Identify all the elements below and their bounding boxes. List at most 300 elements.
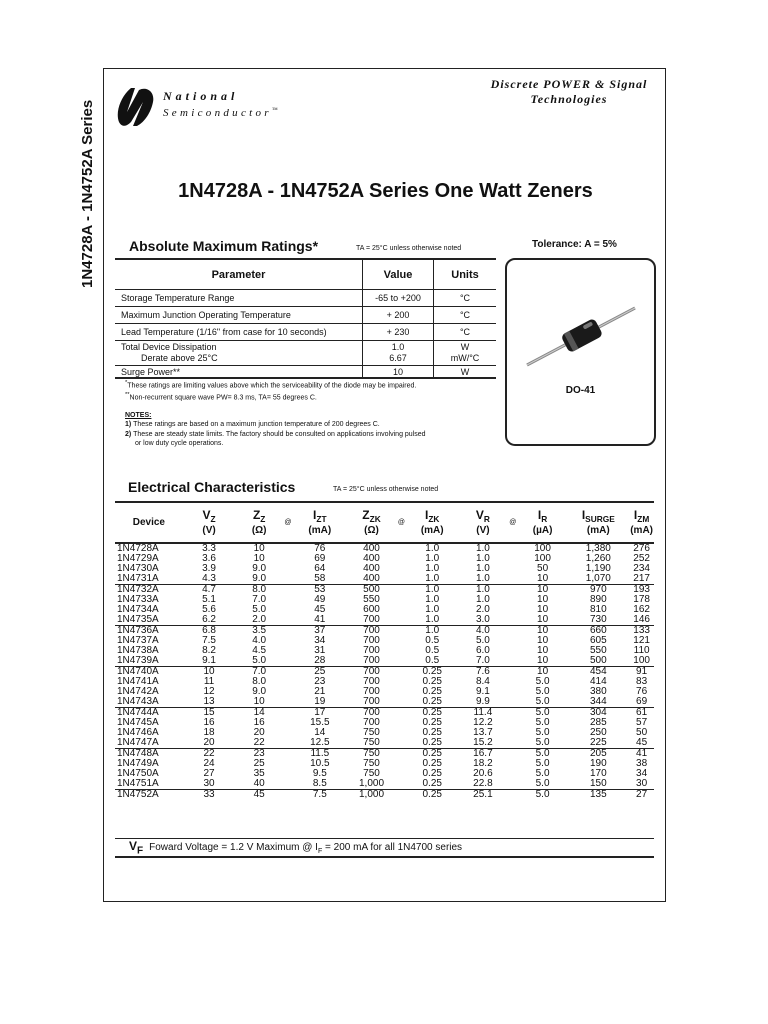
table-row [115, 543, 654, 554]
table-row [115, 574, 654, 585]
device-cell: 1N4748A [115, 749, 183, 760]
col-zzk: $Z_{ZK}$ (Ω) [347, 502, 397, 543]
value-cell: 22 [253, 737, 265, 748]
value-cell: 15.5 [310, 717, 330, 728]
col-zz: $Z_Z$ (Ω) [235, 502, 283, 543]
value-cell: 34 [636, 768, 648, 779]
device-cell: 1N4735A [117, 614, 159, 625]
value-cell: 5.0 [535, 717, 550, 728]
spacer-cell [283, 749, 293, 760]
value-cell: 5.0 [535, 727, 550, 738]
value-cell: 10 [518, 667, 568, 678]
value-cell: 10 [253, 696, 265, 707]
value-cell: 45 [314, 604, 326, 615]
value-cell: 25 [293, 667, 347, 678]
footnote-1: *These ratings are limiting values above which the serviceability of the diode may be impaired. [125, 380, 417, 390]
value-cell: 25.1 [458, 790, 508, 801]
value-cell: 162 [633, 604, 650, 615]
device-cell: 1N4746A [117, 727, 159, 738]
value-cell: 18.2 [473, 758, 493, 769]
value-cell: 1,190 [585, 563, 611, 574]
spacer-cell [396, 749, 406, 760]
at-symbol: @ [508, 502, 518, 543]
value-cell: 1.0 [425, 594, 440, 605]
value-cell: 27 [203, 768, 215, 779]
spacer-cell [283, 790, 293, 801]
value-cell: 700 [347, 667, 397, 678]
value-cell: 285 [589, 717, 607, 728]
table-row [115, 636, 654, 646]
col-izm: $I_{ZM}$ (mA) [629, 502, 654, 543]
value-cell: 10 [518, 585, 568, 596]
value-cell: 20.6 [473, 768, 493, 779]
value-cell: 0.25 [422, 778, 442, 789]
value-cell: 1,000 [347, 790, 397, 801]
spacer-cell [396, 554, 406, 564]
value-cell: 700 [363, 696, 380, 707]
col-device: Device [115, 502, 183, 543]
value-cell: 4.0 [458, 626, 508, 637]
value-cell: 6.2 [202, 614, 216, 625]
value-cell: 45 [636, 737, 648, 748]
value-cell: 1.0 [425, 543, 440, 554]
value-cell: 4.5 [252, 645, 267, 656]
value-cell: 69 [314, 553, 326, 564]
value-cell: 5.0 [535, 778, 550, 789]
value-cell: 100 [534, 543, 551, 554]
value-cell: 12 [203, 686, 215, 697]
device-cell: 1N4750A [117, 768, 159, 779]
value-cell: 64 [314, 563, 326, 574]
value-cell: 53 [293, 585, 347, 596]
notes-heading: NOTES: [125, 412, 152, 419]
value-cell: 7.0 [235, 667, 283, 678]
value-cell: 38 [636, 758, 648, 769]
value-cell: 10 [537, 645, 549, 656]
spacer-cell [508, 728, 518, 738]
table-row [115, 708, 654, 719]
value-cell: 700 [363, 635, 380, 646]
value-cell: 7.0 [252, 594, 267, 605]
spacer-cell [396, 728, 406, 738]
value-cell: 0.25 [422, 737, 442, 748]
spacer-cell [396, 605, 406, 615]
value-cell: 13.7 [473, 727, 493, 738]
spacer-cell [283, 636, 293, 646]
value-cell: 20 [253, 727, 265, 738]
spacer-cell [508, 697, 518, 708]
value-cell: 50 [636, 727, 648, 738]
value-cell: 110 [633, 645, 650, 656]
col-izk: $I_{ZK}$ (mA) [406, 502, 458, 543]
value-cell: 0.25 [406, 667, 458, 678]
spacer-cell [396, 595, 406, 605]
electrical-table [115, 501, 654, 800]
spacer-cell [283, 554, 293, 564]
value-cell: 700 [347, 708, 397, 719]
table-row [115, 646, 654, 656]
table-row [115, 759, 654, 769]
value-cell: 45 [235, 790, 283, 801]
device-cell: 1N4731A [117, 573, 159, 584]
table-row: Maximum Junction Operating Temperature + 200 °C [115, 307, 496, 324]
tagline: Discrete POWER & Signal Technologies [490, 77, 648, 106]
value-cell: 12.5 [310, 737, 330, 748]
table-row [115, 779, 654, 790]
value-cell: 700 [347, 626, 397, 637]
value-cell: 10 [537, 655, 549, 666]
value-cell: 33 [183, 790, 236, 801]
value-cell: 50 [537, 563, 549, 574]
value-cell: 1.0 [425, 553, 440, 564]
value-cell: 10 [183, 667, 236, 678]
value-cell: 0.25 [422, 686, 442, 697]
value-cell: 91 [629, 667, 654, 678]
value-cell: 5.0 [518, 749, 568, 760]
value-cell: 0.25 [422, 758, 442, 769]
value-cell: 750 [347, 749, 397, 760]
value-cell: 9.1 [475, 686, 490, 697]
value-cell: 1.0 [406, 585, 458, 596]
spacer-cell [283, 615, 293, 626]
value-cell: 10 [253, 553, 265, 564]
value-cell: 225 [589, 737, 607, 748]
spacer-cell [396, 626, 406, 637]
value-cell: 5.0 [252, 604, 267, 615]
national-semiconductor-logo-icon [113, 82, 158, 130]
spacer-cell [508, 646, 518, 656]
spacer-cell [283, 574, 293, 585]
spacer-cell [508, 790, 518, 801]
spacer-cell [508, 677, 518, 687]
spacer-cell [508, 718, 518, 728]
value-cell: 1.0 [425, 614, 440, 625]
forward-voltage-note: $V_F$ Foward Voltage = 1.2 V Maximum @ $I_F = 200$ mA for all 1N4700 series [115, 838, 654, 858]
value-cell: 0.5 [425, 655, 440, 666]
device-cell: 1N4745A [117, 717, 159, 728]
spacer-cell [283, 667, 293, 678]
spacer-cell [508, 636, 518, 646]
value-cell: 400 [363, 553, 380, 564]
spacer-cell [508, 749, 518, 760]
spacer-cell [396, 708, 406, 719]
value-cell: 35 [253, 768, 265, 779]
value-cell: 1.0 [425, 563, 440, 574]
spacer-cell [396, 564, 406, 574]
value-cell: 8.0 [252, 676, 267, 687]
value-cell: 22.8 [473, 778, 493, 789]
device-cell: 1N4742A [117, 686, 159, 697]
value-cell: 5.0 [475, 635, 490, 646]
value-cell: 1.0 [458, 585, 508, 596]
spacer-cell [396, 543, 406, 554]
value-cell: 11.4 [458, 708, 508, 719]
value-cell: 5.0 [535, 758, 550, 769]
spacer-cell [508, 779, 518, 790]
spacer-cell [508, 738, 518, 749]
table-row [115, 728, 654, 738]
value-cell: 1,000 [359, 778, 385, 789]
value-cell: 380 [589, 686, 607, 697]
spacer-cell [283, 564, 293, 574]
value-cell: 0.25 [422, 768, 442, 779]
value-cell: 5.0 [535, 737, 550, 748]
value-cell: 11 [203, 676, 215, 687]
device-cell: 1N4739A [117, 655, 159, 666]
value-cell: 49 [314, 594, 326, 605]
spacer-cell [396, 759, 406, 769]
value-cell: 454 [567, 667, 629, 678]
col-parameter: Parameter [115, 259, 363, 290]
value-cell: 400 [363, 543, 380, 554]
value-cell: 500 [589, 655, 607, 666]
device-cell: 1N4728A [117, 543, 159, 554]
value-cell: 700 [363, 655, 380, 666]
value-cell: 750 [363, 768, 380, 779]
value-cell: 9.5 [312, 768, 327, 779]
spacer-cell [508, 615, 518, 626]
table-row [115, 687, 654, 697]
value-cell: 0.25 [422, 717, 442, 728]
value-cell: 1.0 [475, 563, 490, 574]
table-row [115, 667, 654, 678]
spacer-cell [396, 646, 406, 656]
value-cell: 170 [589, 768, 607, 779]
value-cell: 10 [537, 614, 549, 625]
value-cell: 23 [314, 676, 326, 687]
device-cell: 1N4733A [117, 594, 159, 605]
value-cell: 69 [636, 696, 648, 707]
spacer-cell [283, 708, 293, 719]
table-row [115, 769, 654, 779]
spacer-cell [508, 554, 518, 564]
spacer-cell [396, 574, 406, 585]
value-cell: 5.0 [535, 696, 550, 707]
value-cell: 21 [314, 686, 326, 697]
spacer-cell [396, 656, 406, 667]
table-row [115, 656, 654, 667]
value-cell: 17 [293, 708, 347, 719]
value-cell: 18 [203, 727, 215, 738]
spacer-cell [396, 769, 406, 779]
value-cell: 13 [203, 696, 215, 707]
value-cell: 750 [363, 727, 380, 738]
brand-name: National Semiconductor™ [163, 89, 278, 119]
value-cell: 7.6 [458, 667, 508, 678]
value-cell: 605 [589, 635, 607, 646]
value-cell: 34 [314, 635, 326, 646]
value-cell: 700 [363, 614, 380, 625]
spacer-cell [283, 677, 293, 687]
value-cell: 76 [636, 686, 648, 697]
col-ir: $I_R$ (µA) [518, 502, 568, 543]
value-cell: 27 [629, 790, 654, 801]
value-cell: 2.0 [475, 604, 490, 615]
spacer-cell [283, 697, 293, 708]
value-cell: 7.5 [293, 790, 347, 801]
value-cell: 10 [253, 543, 265, 554]
value-cell: 0.25 [406, 708, 458, 719]
value-cell: 1.0 [475, 553, 490, 564]
spacer-cell [283, 759, 293, 769]
value-cell: 0.25 [422, 696, 442, 707]
table-row [115, 749, 654, 760]
value-cell: 11.5 [293, 749, 347, 760]
value-cell: 190 [589, 758, 607, 769]
value-cell: 730 [589, 614, 607, 625]
value-cell: 3.3 [202, 543, 216, 554]
value-cell: 344 [589, 696, 607, 707]
value-cell: 205 [567, 749, 629, 760]
value-cell: 1,260 [585, 553, 611, 564]
note-2: 2) These are steady state limits. The factory should be consulted on applications involving pulsed or low duty cycle operations. [125, 431, 426, 447]
table-row [115, 626, 654, 637]
value-cell: 4.3 [202, 573, 216, 584]
device-cell: 1N4752A [115, 790, 183, 801]
value-cell: 16.7 [458, 749, 508, 760]
value-cell: 30 [203, 778, 215, 789]
value-cell: 76 [314, 543, 326, 554]
spacer-cell [508, 564, 518, 574]
package-box [505, 258, 656, 446]
value-cell: 1.0 [475, 543, 490, 554]
col-value: Value [363, 259, 434, 290]
value-cell: 25 [253, 758, 265, 769]
value-cell: 0.25 [422, 676, 442, 687]
value-cell: 193 [629, 585, 654, 596]
at-symbol: @ [396, 502, 406, 543]
value-cell: 6.0 [475, 645, 490, 656]
value-cell: 150 [589, 778, 607, 789]
device-cell: 1N4747A [117, 737, 159, 748]
value-cell: 12.2 [473, 717, 493, 728]
value-cell: 8.2 [202, 645, 216, 656]
spacer-cell [508, 543, 518, 554]
col-units: Units [434, 259, 497, 290]
device-cell: 1N4741A [117, 676, 159, 687]
value-cell: 5.0 [535, 686, 550, 697]
value-cell: 5.0 [518, 790, 568, 801]
spacer-cell [396, 718, 406, 728]
col-vz: $V_Z$ (V) [183, 502, 236, 543]
device-cell: 1N4736A [115, 626, 183, 637]
abs-max-heading: Absolute Maximum Ratings* [129, 238, 319, 254]
spacer-cell [396, 779, 406, 790]
value-cell: 5.0 [535, 768, 550, 779]
device-cell: 1N4740A [115, 667, 183, 678]
spacer-cell [283, 779, 293, 790]
table-row [115, 595, 654, 605]
col-izt: $I_{ZT}$ (mA) [293, 502, 347, 543]
value-cell: 5.0 [535, 676, 550, 687]
value-cell: 217 [633, 573, 650, 584]
value-cell: 600 [363, 604, 380, 615]
spacer-cell [283, 626, 293, 637]
value-cell: 1.0 [475, 594, 490, 605]
page-title: 1N4728A - 1N4752A Series One Watt Zeners [178, 180, 593, 202]
spacer-cell [396, 585, 406, 596]
table-row [115, 605, 654, 615]
value-cell: 5.0 [252, 655, 267, 666]
value-cell: 31 [314, 645, 326, 656]
value-cell: 3.5 [235, 626, 283, 637]
spacer-cell [283, 543, 293, 554]
value-cell: 23 [235, 749, 283, 760]
value-cell: 20 [203, 737, 215, 748]
value-cell: 1.0 [425, 604, 440, 615]
spacer-cell [283, 656, 293, 667]
value-cell: 304 [567, 708, 629, 719]
value-cell: 0.25 [406, 749, 458, 760]
table-row: Total Device Dissipation Derate above 25°C 1.0 6.67 W mW/°C [115, 341, 496, 366]
value-cell: 1.0 [425, 573, 440, 584]
spacer-cell [508, 708, 518, 719]
spacer-cell [508, 687, 518, 697]
value-cell: 100 [534, 553, 551, 564]
value-cell: 16 [203, 717, 215, 728]
value-cell: 1,070 [585, 573, 611, 584]
note-1: 1) These ratings are based on a maximum junction temperature of 200 degrees C. [125, 421, 380, 428]
abs-max-note: TA = 25°C unless otherwise noted [356, 245, 462, 252]
table-row: Surge Power** 10 W [115, 366, 496, 379]
device-cell: 1N4730A [117, 563, 159, 574]
table-row [115, 790, 654, 801]
value-cell: 700 [363, 645, 380, 656]
value-cell: 6.8 [183, 626, 236, 637]
value-cell: 234 [633, 563, 650, 574]
value-cell: 9.9 [475, 696, 490, 707]
table-row [115, 615, 654, 626]
device-cell: 1N4738A [117, 645, 159, 656]
value-cell: 8.4 [475, 676, 490, 687]
spacer-cell [508, 585, 518, 596]
value-cell: 8.5 [312, 778, 327, 789]
table-row: Storage Temperature Range -65 to +200 °C [115, 290, 496, 307]
value-cell: 8.0 [235, 585, 283, 596]
value-cell: 4.7 [183, 585, 236, 596]
device-cell: 1N4751A [117, 778, 159, 789]
value-cell: 37 [293, 626, 347, 637]
value-cell: 19 [314, 696, 326, 707]
spacer-cell [508, 759, 518, 769]
value-cell: 0.5 [425, 635, 440, 646]
value-cell: 250 [589, 727, 607, 738]
value-cell: 810 [589, 604, 607, 615]
elec-note: TA = 25°C unless otherwise noted [333, 486, 439, 493]
spacer-cell [396, 636, 406, 646]
spacer-cell [283, 646, 293, 656]
spacer-cell [283, 718, 293, 728]
spacer-cell [283, 605, 293, 615]
spacer-cell [283, 738, 293, 749]
value-cell: 9.1 [202, 655, 216, 666]
value-cell: 700 [363, 717, 380, 728]
value-cell: 5.1 [202, 594, 216, 605]
spacer-cell [283, 595, 293, 605]
value-cell: 61 [629, 708, 654, 719]
value-cell: 83 [636, 676, 648, 687]
value-cell: 9.0 [252, 573, 267, 584]
value-cell: 660 [567, 626, 629, 637]
value-cell: 9.0 [252, 563, 267, 574]
spacer-cell [283, 728, 293, 738]
value-cell: 40 [253, 778, 265, 789]
device-cell: 1N4743A [117, 696, 159, 707]
value-cell: 4.0 [252, 635, 267, 646]
value-cell: 10 [537, 604, 549, 615]
value-cell: 500 [347, 585, 397, 596]
spacer-cell [508, 605, 518, 615]
